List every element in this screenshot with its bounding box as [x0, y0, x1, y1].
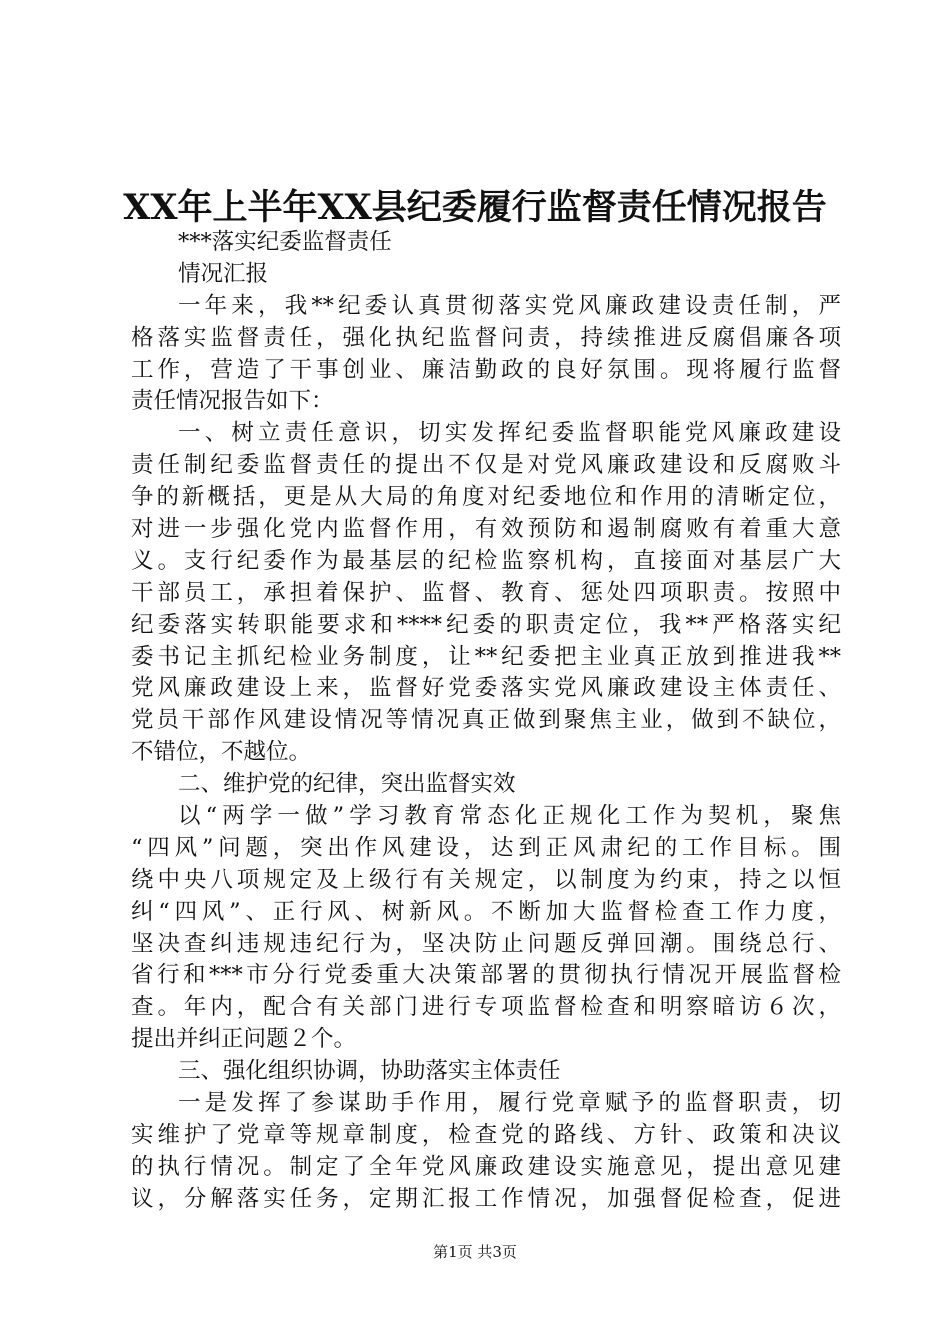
document-body: [131, 227, 841, 1216]
body-line: 工作，营造了干事创业、廉洁勤政的良好氛围。现将履行监督: [131, 356, 841, 383]
body-line: “四风”问题，突出作风建设，达到正风肃纪的工作目标。围: [131, 834, 841, 861]
body-line: 省行和***市分行党委重大决策部署的贯彻执行情况开展监督检: [131, 962, 841, 989]
body-line: 党风廉政建设上来，监督好党委落实党风廉政建设主体责任、: [131, 675, 841, 702]
body-line: 纠“四风”、正行风、树新风。不断加大监督检查工作力度，: [131, 898, 841, 925]
body-line: 一、树立责任意识，切实发挥纪委监督职能党风廉政建设: [178, 420, 841, 447]
page-footer: 第1页 共3页: [433, 1243, 517, 1261]
body-line: 二、维护党的纪律，突出监督实效: [178, 771, 516, 798]
body-line: 绕中央八项规定及上级行有关规定，以制度为约束，持之以恒: [131, 866, 841, 893]
body-line: 情况汇报: [178, 260, 269, 287]
body-line: 三、强化组织协调，协助落实主体责任: [178, 1058, 561, 1085]
body-line: 的执行情况。制定了全年党风廉政建设实施意见，提出意见建: [131, 1153, 841, 1180]
body-line: 查。年内，配合有关部门进行专项监督检查和明察暗访６次，: [131, 994, 841, 1021]
body-line: 纪委落实转职能要求和****纪委的职责定位，我**严格落实纪: [131, 611, 841, 638]
body-line: 议，分解落实任务，定期汇报工作情况，加强督促检查，促进: [131, 1185, 841, 1212]
body-line: 责任情况报告如下：: [131, 388, 334, 415]
body-line: 一是发挥了参谋助手作用，履行党章赋予的监督职责，切: [178, 1090, 841, 1117]
body-line: 争的新概括，更是从大局的角度对纪委地位和作用的清晰定位，: [131, 484, 841, 511]
body-line: 不错位，不越位。: [131, 739, 312, 766]
document-title: XX年上半年XX县纪委履行监督责任情况报告: [123, 187, 827, 228]
body-line: 责任制纪委监督责任的提出不仅是对党风廉政建设和反腐败斗: [131, 452, 841, 479]
body-line: 格落实监督责任，强化执纪监督问责，持续推进反腐倡廉各项: [131, 324, 841, 351]
body-line: 党员干部作风建设情况等情况真正做到聚焦主业，做到不缺位，: [131, 707, 841, 734]
body-line: 干部员工，承担着保护、监督、教育、惩处四项职责。按照中: [131, 579, 841, 606]
body-line: 以“两学一做”学习教育常态化正规化工作为契机，聚焦: [178, 803, 841, 830]
body-line: 对进一步强化党内监督作用，有效预防和遏制腐败有着重大意: [131, 516, 841, 543]
body-line: 义。支行纪委作为最基层的纪检监察机构，直接面对基层广大: [131, 547, 841, 574]
body-line: 提出并纠正问题２个。: [131, 1026, 357, 1053]
body-line: 坚决查纠违规违纪行为，坚决防止问题反弹回潮。围绕总行、: [131, 930, 841, 957]
body-line: 委书记主抓纪检业务制度，让**纪委把主业真正放到推进我**: [131, 643, 841, 670]
body-line: 实维护了党章等规章制度，检查党的路线、方针、政策和决议: [131, 1121, 841, 1148]
body-line: ***落实纪委监督责任: [178, 229, 392, 255]
body-line: 一年来，我**纪委认真贯彻落实党风廉政建设责任制，严: [178, 292, 841, 319]
